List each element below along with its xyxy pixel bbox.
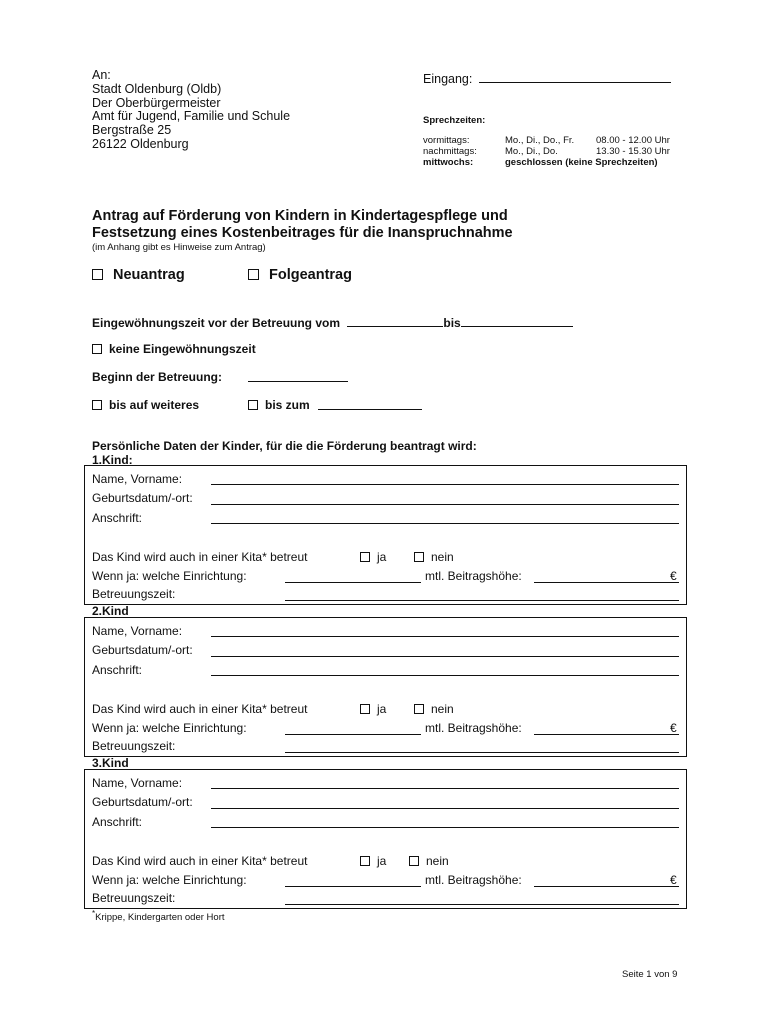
ja-label: ja [377, 854, 387, 868]
checkbox-icon[interactable] [360, 552, 370, 562]
kita-question: Das Kind wird auch in einer Kita* betreut [92, 702, 308, 716]
anschrift-input-line[interactable] [211, 675, 679, 676]
eingewoehnung-row [92, 314, 573, 330]
sprechzeiten-heading: Sprechzeiten: [423, 115, 486, 126]
ja-option[interactable] [360, 550, 386, 564]
checkbox-icon[interactable] [409, 856, 419, 866]
form-title [92, 208, 513, 242]
child-box [84, 617, 687, 757]
currency-symbol: € [670, 721, 677, 735]
anschrift-input-line[interactable] [211, 827, 679, 828]
beitrag-label: mtl. Beitragshöhe: [425, 873, 522, 887]
child-box [84, 769, 687, 909]
option-folgeantrag[interactable] [248, 267, 352, 283]
name-input-line[interactable] [211, 636, 679, 637]
keine-eingewoehnung-label: keine Eingewöhnungszeit [109, 342, 256, 356]
eingang-field [423, 70, 671, 86]
title-line: Antrag auf Förderung von Kindern in Kindertagespflege und [92, 208, 508, 224]
eingewoehnung-von-line[interactable] [347, 314, 443, 327]
betreuungszeit-input-line[interactable] [285, 904, 679, 905]
geburt-label: Geburtsdatum/-ort: [92, 643, 193, 657]
form-subtitle: (im Anhang gibt es Hinweise zum Antrag) [92, 242, 266, 253]
anschrift-label: Anschrift: [92, 511, 143, 525]
footnote-text: Krippe, Kindergarten oder Hort [95, 912, 225, 924]
eingewoehnung-bis-line[interactable] [461, 314, 573, 327]
child-heading: 1.Kind: [92, 453, 133, 467]
checkbox-icon[interactable] [414, 552, 424, 562]
betreuungszeit-input-line[interactable] [285, 752, 679, 753]
einrichtung-label: Wenn ja: welche Einrichtung: [92, 873, 247, 887]
name-label: Name, Vorname: [92, 776, 183, 790]
nein-label: nein [431, 550, 454, 564]
recipient-address [92, 69, 290, 152]
address-label: An: [92, 68, 111, 82]
child-heading: 3.Kind [92, 756, 129, 770]
nein-option[interactable] [414, 550, 454, 564]
eingewoehnung-bis-label: bis [443, 316, 461, 330]
footnote [92, 909, 225, 923]
einrichtung-label: Wenn ja: welche Einrichtung: [92, 569, 247, 583]
ja-option[interactable] [360, 702, 386, 716]
beitrag-input-line[interactable] [534, 886, 679, 887]
nein-option[interactable] [414, 702, 454, 716]
neuantrag-label: Neuantrag [113, 267, 185, 283]
geburt-input-line[interactable] [211, 808, 679, 809]
betreuungszeit-label: Betreuungszeit: [92, 891, 176, 905]
bis-zum-option[interactable] [248, 398, 310, 412]
ja-label: ja [377, 550, 387, 564]
child-heading: 2.Kind [92, 604, 129, 618]
geburt-label: Geburtsdatum/-ort: [92, 795, 193, 809]
checkbox-icon[interactable] [360, 856, 370, 866]
geburt-input-line[interactable] [211, 656, 679, 657]
beginn-label: Beginn der Betreuung: [92, 370, 223, 384]
nein-option[interactable] [409, 854, 449, 868]
address-line: 26122 Oldenburg [92, 136, 189, 151]
bis-zum-input-line[interactable] [318, 409, 422, 410]
checkbox-icon[interactable] [248, 269, 259, 280]
bis-auf-weiteres-option[interactable] [92, 398, 199, 412]
eingewoehnung-label: Eingewöhnungszeit vor der Betreuung vom [92, 316, 341, 330]
anschrift-label: Anschrift: [92, 663, 143, 677]
child-box [84, 465, 687, 605]
betreuungszeit-input-line[interactable] [285, 600, 679, 601]
sprechzeit-period: nachmittags: [423, 146, 477, 157]
keine-eingewoehnung-option[interactable] [92, 342, 256, 356]
anschrift-input-line[interactable] [211, 523, 679, 524]
einrichtung-label: Wenn ja: welche Einrichtung: [92, 721, 247, 735]
betreuungszeit-label: Betreuungszeit: [92, 587, 176, 601]
geburt-label: Geburtsdatum/-ort: [92, 491, 193, 505]
ja-label: ja [377, 702, 387, 716]
currency-symbol: € [670, 569, 677, 583]
currency-symbol: € [670, 873, 677, 887]
geburt-input-line[interactable] [211, 504, 679, 505]
option-neuantrag[interactable] [92, 267, 185, 283]
eingang-input-line[interactable] [479, 70, 671, 83]
beitrag-input-line[interactable] [534, 582, 679, 583]
bis-zum-label: bis zum [265, 398, 310, 412]
sprechzeit-time: 08.00 - 12.00 Uhr [596, 135, 670, 146]
name-label: Name, Vorname: [92, 472, 183, 486]
section-heading: Persönliche Daten der Kinder, für die die Förderung beantragt wird: [92, 439, 477, 453]
bis-auf-weiteres-label: bis auf weiteres [109, 398, 200, 412]
kita-question: Das Kind wird auch in einer Kita* betreut [92, 854, 308, 868]
beitrag-label: mtl. Beitragshöhe: [425, 721, 522, 735]
checkbox-icon[interactable] [92, 400, 102, 410]
address-line: Stadt Oldenburg (Oldb) [92, 81, 222, 96]
nein-label: nein [426, 854, 449, 868]
name-input-line[interactable] [211, 484, 679, 485]
sprechzeit-days: Mo., Di., Do. [505, 146, 558, 157]
title-line: Festsetzung eines Kostenbeitrages für die Inanspruchnahme [92, 225, 513, 241]
kita-question: Das Kind wird auch in einer Kita* betreut [92, 550, 308, 564]
page-number: Seite 1 von 9 [622, 969, 678, 980]
folgeantrag-label: Folgeantrag [269, 267, 352, 283]
checkbox-icon[interactable] [92, 344, 102, 354]
name-input-line[interactable] [211, 788, 679, 789]
betreuungszeit-label: Betreuungszeit: [92, 739, 176, 753]
name-label: Name, Vorname: [92, 624, 183, 638]
sprechzeit-days: Mo., Di., Do., Fr. [505, 135, 575, 146]
footnote-mark: * [92, 909, 96, 918]
checkbox-icon[interactable] [248, 400, 258, 410]
checkbox-icon[interactable] [92, 269, 103, 280]
beginn-input-line[interactable] [248, 381, 348, 382]
sprechzeit-days: geschlossen (keine Sprechzeiten) [505, 157, 658, 168]
sprechzeit-period: mittwochs: [423, 157, 474, 168]
sprechzeit-period: vormittags: [423, 135, 470, 146]
checkbox-icon[interactable] [414, 704, 424, 714]
beitrag-input-line[interactable] [534, 734, 679, 735]
nein-label: nein [431, 702, 454, 716]
address-line: Der Oberbürgermeister [92, 95, 221, 110]
address-line: Bergstraße 25 [92, 123, 172, 138]
eingang-label: Eingang: [423, 72, 473, 86]
sprechzeit-time: 13.30 - 15.30 Uhr [596, 146, 670, 157]
checkbox-icon[interactable] [360, 704, 370, 714]
anschrift-label: Anschrift: [92, 815, 143, 829]
beitrag-label: mtl. Beitragshöhe: [425, 569, 522, 583]
einrichtung-input-line[interactable] [285, 582, 421, 583]
address-line: Amt für Jugend, Familie und Schule [92, 109, 291, 124]
einrichtung-input-line[interactable] [285, 734, 421, 735]
ja-option[interactable] [360, 854, 386, 868]
einrichtung-input-line[interactable] [285, 886, 421, 887]
